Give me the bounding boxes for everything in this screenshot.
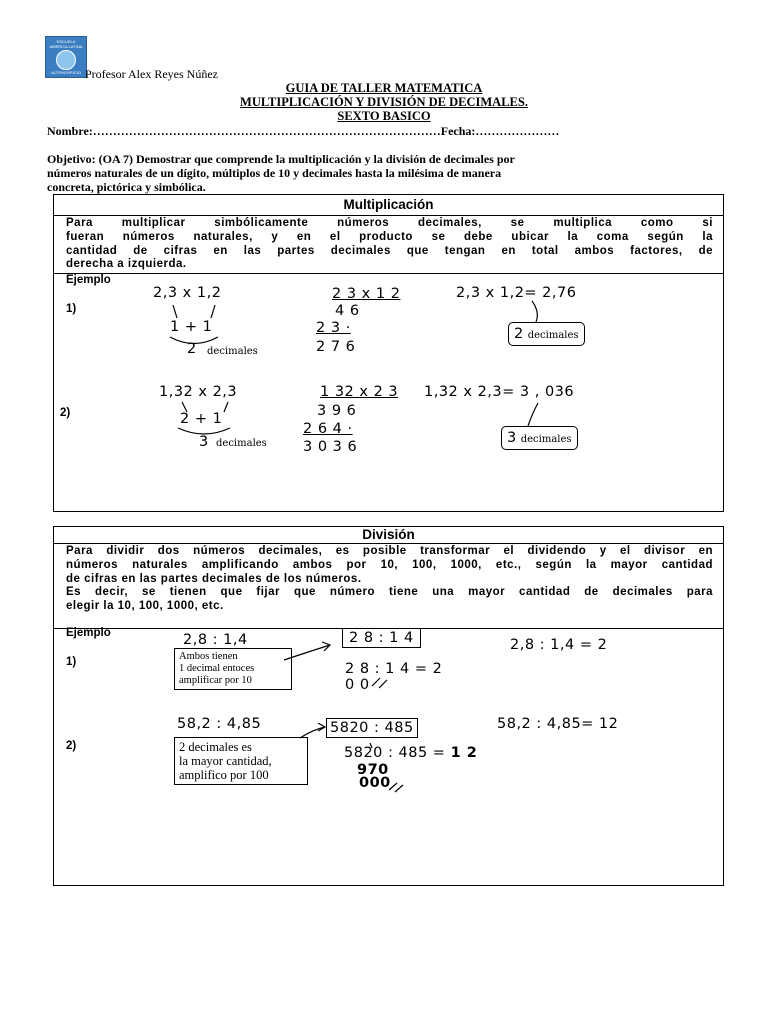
division-heading: División bbox=[54, 527, 723, 544]
logo-text-bottom: ALTOHOSPICIO bbox=[51, 70, 81, 75]
mult-expression: 1,32 x 2,3 bbox=[159, 384, 238, 400]
div-expression: 2,8 : 1,4 bbox=[183, 632, 248, 648]
mult-operation: 2 3 x 1 2 bbox=[332, 286, 401, 302]
div-result: 2,8 : 1,4 = 2 bbox=[510, 637, 608, 653]
multiplication-section bbox=[53, 194, 724, 512]
division-calc: 2 8 : 1 4 = 2 bbox=[345, 661, 443, 677]
decimal-word: decimales bbox=[216, 438, 267, 449]
mult-operation: 1 32 x 2 3 bbox=[320, 384, 399, 400]
grade-level: SEXTO BASICO bbox=[337, 109, 431, 123]
partial-product: 4 6 bbox=[335, 303, 360, 319]
name-date-line: Nombre:……………………………………………………………………………Fecha:………………… bbox=[47, 124, 560, 138]
school-logo bbox=[45, 36, 87, 78]
div-expression: 58,2 : 4,85 bbox=[177, 716, 262, 732]
example-number: 2) bbox=[60, 407, 71, 419]
example-number: 1) bbox=[66, 656, 77, 668]
section-divider bbox=[54, 273, 723, 274]
division-section bbox=[53, 526, 724, 886]
product-result: 3 0 3 6 bbox=[303, 439, 358, 455]
objective: Objetivo: (OA 7) Demostrar que comprende la multiplicación y la división de decimales por números naturales de un dígito, múltiplos de 10 y decimales hasta la milésima de manera concreta, pictórica y simbólica. bbox=[47, 152, 515, 194]
partial-product: 2 3 · bbox=[316, 320, 351, 336]
partial-product: 2 6 4 · bbox=[303, 421, 353, 437]
amplified-division: 2 8 : 1 4 bbox=[342, 628, 421, 648]
mult-result: 2,3 x 1,2= 2,76 bbox=[456, 285, 577, 301]
division-calc: 5820 : 485 = 1 2 bbox=[344, 745, 478, 761]
multiplication-explanation: Para multiplicar simbólicamente números decimales, se multiplica como si fueran números naturales, y en el producto se debe ubicar la coma según la cantidad de cifras en las partes decimales que tengan en total ambos factores, de derecha a izquierda. bbox=[66, 217, 713, 271]
div-result: 58,2 : 4,85= 12 bbox=[497, 716, 619, 732]
example-number: 1) bbox=[66, 303, 77, 315]
amplification-note: Ambos tienen 1 decimal entoces amplificar por 10 bbox=[174, 648, 292, 690]
partial-product: 3 9 6 bbox=[317, 403, 357, 419]
decimal-word: decimales bbox=[207, 346, 258, 357]
mult-expression: 2,3 x 1,2 bbox=[153, 285, 222, 301]
multiplication-heading: Multiplicación bbox=[54, 195, 723, 216]
decimal-bubble: 2 decimales bbox=[508, 322, 585, 346]
globe-icon bbox=[56, 50, 76, 70]
decimal-count-sum: 1 + 1 bbox=[170, 319, 213, 335]
logo-text-top: ESCUELA AMERICA LATINA bbox=[49, 39, 83, 49]
guide-subtitle: MULTIPLICACIÓN Y DIVISIÓN DE DECIMALES. bbox=[240, 95, 528, 109]
amplification-note: 2 decimales es la mayor cantidad, amplifico por 100 bbox=[174, 737, 308, 785]
division-explanation: Para dividir dos números decimales, es posible transformar el dividendo y el divisor en números naturales amplificando ambos por 10, 100, 1000, etc., según la mayor cantidad de cifras en las partes decimales de los números. Es decir, se tienen que fijar que número tiene una mayor cantidad de decimales para elegir la 10, 100, 1000, etc. bbox=[66, 545, 713, 613]
example-number: 2) bbox=[66, 740, 77, 752]
ejemplo-label: Ejemplo bbox=[66, 274, 111, 286]
division-remainder: 0 0 bbox=[345, 677, 370, 693]
product-result: 2 7 6 bbox=[316, 339, 356, 355]
amplified-division: 5820 : 485 bbox=[326, 718, 418, 738]
mult-result: 1,32 x 2,3= 3 , 036 bbox=[424, 384, 575, 400]
decimal-count: 3 bbox=[199, 434, 209, 450]
decimal-count-sum: 2 + 1 bbox=[180, 411, 223, 427]
decimal-bubble: 3 decimales bbox=[501, 426, 578, 450]
ejemplo-label: Ejemplo bbox=[66, 627, 111, 639]
division-remainder: 000 bbox=[359, 775, 391, 791]
division-remainder: 970 bbox=[357, 762, 389, 778]
guide-title: GUIA DE TALLER MATEMATICA bbox=[285, 81, 483, 95]
teacher-name: Profesor Alex Reyes Núñez bbox=[85, 67, 218, 81]
decimal-count: 2 bbox=[187, 341, 197, 357]
